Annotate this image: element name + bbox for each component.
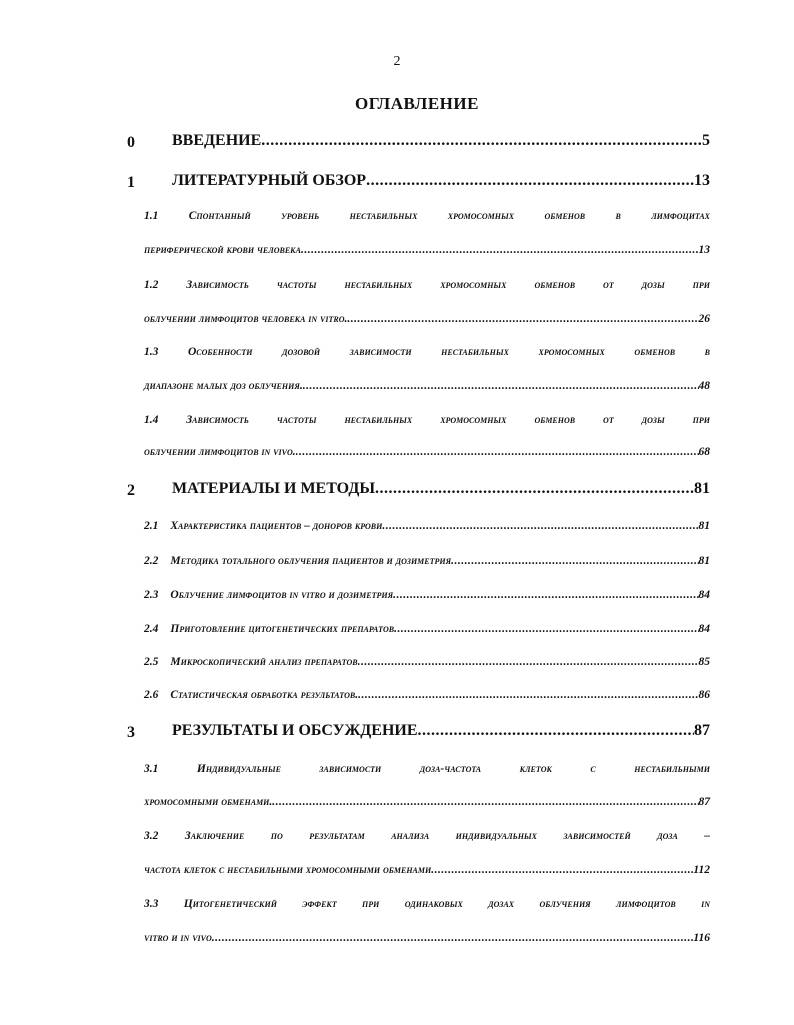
toc-entry-2-1[interactable]: [144, 520, 710, 540]
toc-entry-2-6[interactable]: [144, 689, 710, 709]
toc-entry-title: ВВЕДЕНИЕ: [172, 132, 262, 149]
toc-entry-page: 112: [693, 864, 710, 876]
toc-entry-page: 85: [698, 656, 710, 668]
toc-entry-chapter-2[interactable]: [172, 480, 710, 504]
toc-entry-title: периферической крови человека: [144, 244, 301, 256]
section-number: 1.4: [144, 414, 159, 426]
toc-entry-page: 81: [698, 555, 710, 567]
dot-leader: [303, 380, 699, 392]
toc-entry-3-1-line1[interactable]: [144, 763, 710, 783]
section-number: 2.5: [144, 656, 159, 668]
dot-leader: [393, 589, 698, 601]
toc-entry-2-4[interactable]: [144, 623, 710, 643]
toc-entry-3-2-line2[interactable]: [144, 864, 710, 884]
toc-entry-page: 86: [698, 689, 710, 701]
toc-entry-title: Методика тотального облучения пациентов и дозиметрия: [170, 555, 452, 567]
section-number: 1.3: [144, 346, 159, 358]
toc-entry-title: Особенности дозовой зависимости нестабильных хромосомных обменов в: [187, 346, 710, 358]
section-number: 3.2: [144, 830, 159, 842]
toc-entry-title: Индивидуальные зависимости доза-частота клеток с нестабильными: [196, 763, 710, 775]
section-number: 2.3: [144, 589, 159, 601]
toc-entry-2-2[interactable]: [144, 555, 710, 575]
toc-entry-title: РЕЗУЛЬТАТЫ И ОБСУЖДЕНИЕ: [172, 722, 418, 739]
dot-leader: [382, 520, 698, 532]
toc-entry-page: 13: [694, 172, 710, 189]
toc-entry-page: 13: [698, 244, 710, 256]
toc-entry-3-3-line2[interactable]: [144, 932, 710, 952]
toc-entry-page: 48: [698, 380, 710, 392]
toc-entry-title: Спонтанный уровень нестабильных хромосомных обменов в лимфоцитах: [188, 210, 710, 222]
dot-leader: [301, 244, 699, 256]
toc-heading: ОГЛАВЛЕНИЕ: [355, 94, 479, 113]
toc-entry-3-2-line1[interactable]: [144, 830, 710, 850]
dot-leader: [375, 480, 694, 498]
toc-entry-title: МАТЕРИАЛЫ И МЕТОДЫ: [172, 480, 376, 497]
toc-entry-1-3-line1[interactable]: [144, 346, 710, 366]
dot-leader: [418, 722, 694, 740]
toc-entry-title: Приготовление цитогенетических препаратов: [170, 623, 395, 635]
toc-entry-title: частота клеток с нестабильными хромосомными обменами: [144, 864, 432, 876]
toc-entry-page: 81: [698, 520, 710, 532]
toc-entry-page: 68: [698, 446, 710, 458]
dot-leader: [296, 446, 699, 458]
toc-entry-3-3-line1[interactable]: [144, 898, 710, 918]
toc-entry-title: Заключение по результатам анализа индивидуальных зависимостей доза –: [184, 830, 710, 842]
toc-entry-1-1-line1[interactable]: [144, 210, 710, 230]
toc-entry-1-4-line2[interactable]: [144, 446, 710, 466]
toc-entry-title: хромосомными обменами.: [144, 796, 273, 808]
toc-entry-title: облучении лимфоцитов in vivo.: [144, 446, 296, 458]
toc-entry-title: vitro и in vivo: [144, 932, 212, 944]
toc-entry-title: Микроскопический анализ препаратов: [170, 656, 358, 668]
toc-entry-3-1-line2[interactable]: [144, 796, 710, 816]
toc-entry-1-2-line2[interactable]: [144, 313, 710, 333]
section-number: 1.2: [144, 279, 159, 291]
toc-entry-page: 26: [698, 313, 710, 325]
section-number: 2.6: [144, 689, 159, 701]
toc-entry-page: 87: [698, 796, 710, 808]
toc-entry-title: Зависимость частоты нестабильных хромосомных обменов от дозы при: [186, 414, 710, 426]
section-number: 1.1: [144, 210, 159, 222]
toc-entry-page: 5: [702, 132, 710, 149]
page-number: 2: [393, 54, 401, 69]
toc-entry-title: диапазоне малых доз облучения.: [144, 380, 303, 392]
toc-entry-title: Статистическая обработка результатов.: [170, 689, 359, 701]
section-number: 2.2: [144, 555, 159, 567]
toc-entry-page: 84: [698, 589, 710, 601]
toc-entry-title: Характеристика пациентов – доноров крови: [170, 520, 383, 532]
toc-entry-1-4-line1[interactable]: [144, 414, 710, 434]
toc-entry-page: 87: [694, 722, 710, 739]
dot-leader: [431, 864, 693, 876]
dot-leader: [366, 172, 694, 190]
chapter-number: 3: [127, 724, 135, 741]
dot-leader: [358, 689, 698, 701]
dot-leader: [212, 932, 694, 944]
toc-entry-2-3[interactable]: [144, 589, 710, 609]
toc-entry-title: ЛИТЕРАТУРНЫЙ ОБЗОР: [172, 172, 367, 189]
dot-leader: [451, 555, 698, 567]
dot-leader: [358, 656, 699, 668]
dot-leader: [261, 132, 702, 150]
toc-entry-chapter-1[interactable]: [172, 172, 710, 196]
toc-entry-title: Цитогенетический эффект при одинаковых дозах облучения лимфоцитов in: [183, 898, 710, 910]
toc-entry-1-1-line2[interactable]: [144, 244, 710, 264]
toc-entry-page: 84: [698, 623, 710, 635]
dot-leader: [272, 796, 698, 808]
section-number: 2.1: [144, 520, 159, 532]
chapter-number: 0: [127, 134, 135, 151]
section-number: 3.3: [144, 898, 159, 910]
section-number: 2.4: [144, 623, 159, 635]
toc-entry-page: 116: [693, 932, 710, 944]
toc-entry-title: Зависимость частоты нестабильных хромосомных обменов от дозы при: [186, 279, 710, 291]
toc-entry-chapter-0[interactable]: [172, 132, 710, 156]
toc-entry-1-2-line1[interactable]: [144, 279, 710, 299]
dot-leader: [347, 313, 698, 325]
chapter-number: 2: [127, 482, 135, 499]
toc-entry-title: Облучение лимфоцитов in vitro и дозиметрия: [170, 589, 394, 601]
chapter-number: 1: [127, 174, 135, 191]
dot-leader: [394, 623, 698, 635]
toc-entry-1-3-line2[interactable]: [144, 380, 710, 400]
toc-entry-page: 81: [694, 480, 710, 497]
toc-entry-title: облучении лимфоцитов человека in vitro.: [144, 313, 348, 325]
toc-entry-chapter-3[interactable]: [172, 722, 710, 746]
toc-entry-2-5[interactable]: [144, 656, 710, 676]
section-number: 3.1: [144, 763, 159, 775]
